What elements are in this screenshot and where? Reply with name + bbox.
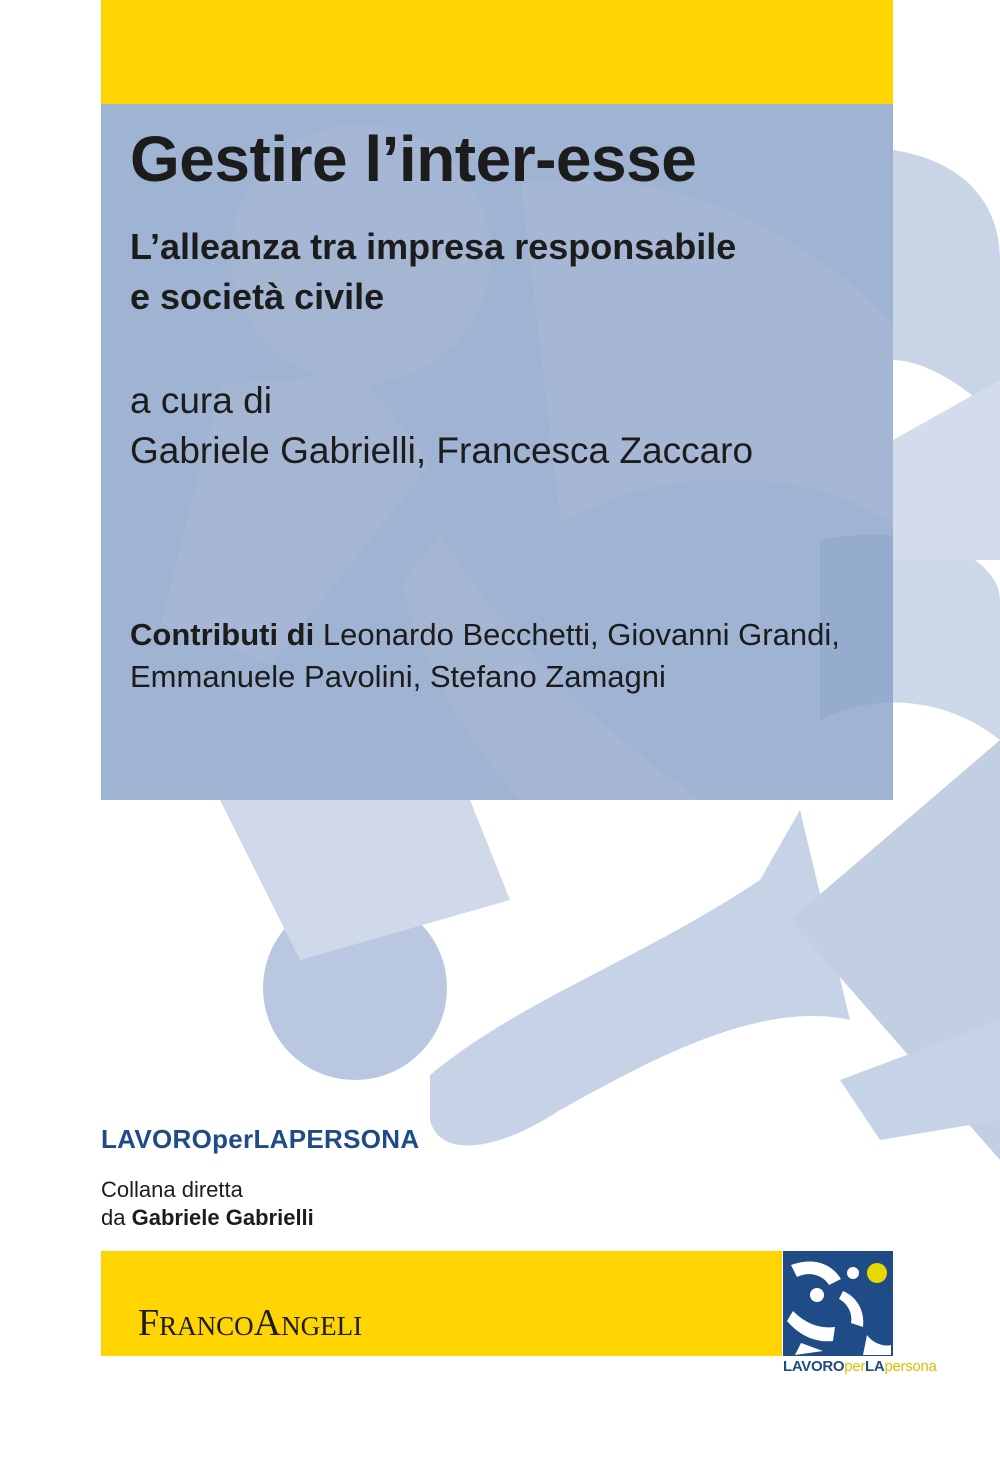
- series-line-1: Collana diretta: [101, 1177, 243, 1202]
- editors-block: [130, 376, 753, 476]
- contributors-line-1: [130, 614, 840, 656]
- series-editor-block: [101, 1176, 314, 1232]
- editors-names: Gabriele Gabrielli, Francesca Zaccaro: [130, 430, 754, 471]
- series-line-2-prefix: da: [101, 1205, 132, 1230]
- contributors-names-1: Leonardo Becchetti, Giovanni Grandi,: [314, 617, 840, 652]
- contributors-block: [130, 614, 840, 698]
- editors-intro: a cura di: [130, 380, 272, 421]
- figure-swoosh-upper: [893, 150, 1000, 420]
- series-name: LAVOROperLAPERSONA: [101, 1124, 420, 1154]
- contributors-label: Contributi di: [130, 617, 315, 652]
- figure-mid-right: [893, 380, 1000, 560]
- series-logo-wordmark: LAVOROperLApersona: [783, 1358, 937, 1375]
- figure-arrow-left: [220, 800, 510, 960]
- contributors-names-2: Emmanuele Pavolini, Stefano Zamagni: [130, 659, 666, 694]
- subtitle-line-1: L’alleanza tra impresa responsabile: [130, 226, 737, 267]
- subtitle-line-2: e società civile: [130, 276, 385, 317]
- series-logo-icon: [783, 1251, 893, 1356]
- book-subtitle: [130, 222, 736, 322]
- publisher-name: FRANCOANGELI: [138, 1302, 363, 1344]
- series-line-2: [101, 1204, 314, 1232]
- top-yellow-band: [101, 0, 893, 104]
- series-director-name: Gabriele Gabrielli: [131, 1205, 314, 1230]
- book-title: Gestire l’inter-esse: [130, 123, 697, 195]
